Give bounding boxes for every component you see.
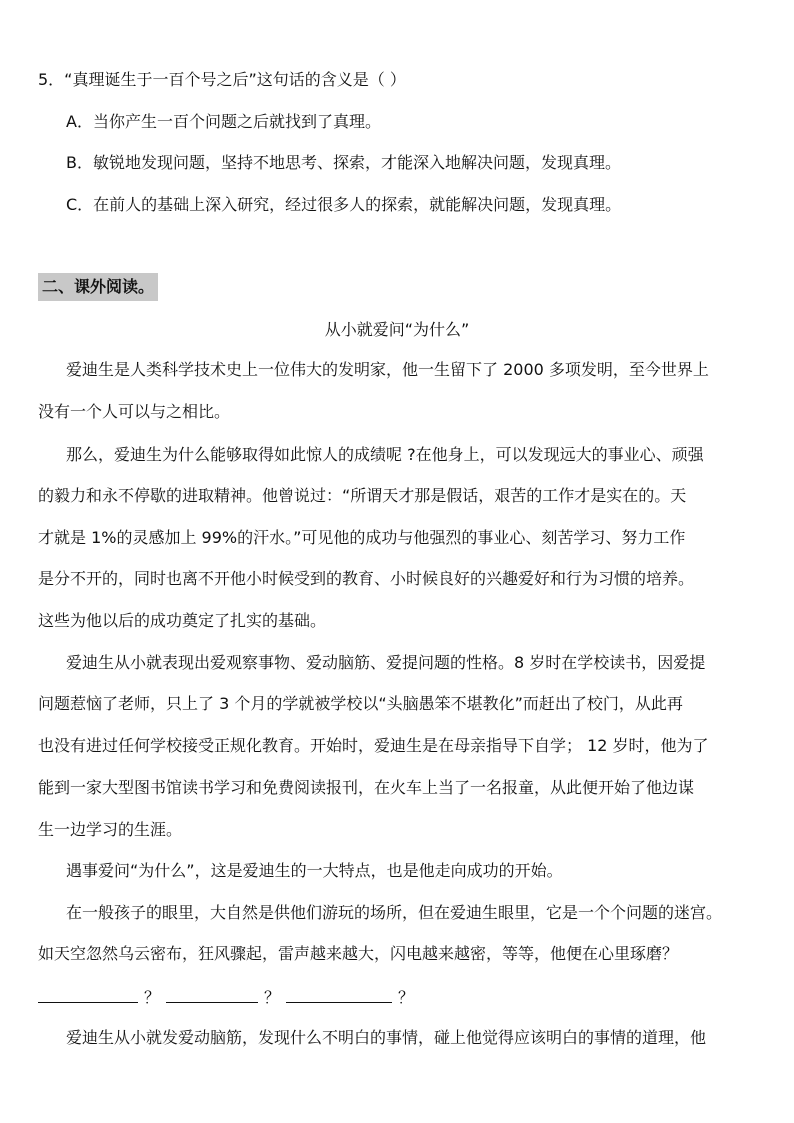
paragraph-line: 爱迪生从小就发爱动脑筋，发现什么不明白的事情，碰上他觉得应该明白的事情的道理，他 bbox=[66, 1028, 707, 1047]
paragraph-line: 的毅力和永不停歇的进取精神。他曾说过：“所谓天才那是假话，艰苦的工作才是实在的。天 bbox=[38, 486, 687, 505]
option-a: A．当你产生一百个问题之后就找到了真理。 bbox=[66, 112, 381, 131]
option-b: B．敏锐地发现问题，坚持不地思考、探索，才能深入地解决问题，发现真理。 bbox=[66, 153, 621, 172]
paragraph-line: 在一般孩子的眼里，大自然是供他们游玩的场所，但在爱迪生眼里，它是一个个问题的迷宫。 bbox=[66, 903, 723, 922]
answer-blank-2[interactable] bbox=[166, 984, 258, 1003]
paragraph-line: 爱迪生从小就表现出爱观察事物、爱动脑筋、爱提问题的性格。8 岁时在学校读书，因爱提 bbox=[66, 653, 706, 672]
option-c: C．在前人的基础上深入研究，经过很多人的探索，就能解决问题，发现真理。 bbox=[66, 195, 622, 214]
question-mark: ？ bbox=[264, 988, 281, 1007]
paragraph-line: 生一边学习的生涯。 bbox=[38, 820, 183, 839]
paragraph-line: 遇事爱问“为什么”，这是爱迪生的一大特点，也是他走向成功的开始。 bbox=[66, 861, 563, 880]
answer-blank-3[interactable] bbox=[286, 984, 392, 1003]
article-title: 从小就爱问“为什么” bbox=[324, 320, 470, 339]
fill-in-blanks-line bbox=[38, 984, 756, 1010]
paragraph-line: 没有一个人可以与之相比。 bbox=[38, 402, 231, 421]
paragraph-line: 那么，爱迪生为什么能够取得如此惊人的成绩呢 ?在他身上，可以发现远大的事业心、顽强 bbox=[66, 445, 704, 464]
paragraph-line: 问题惹恼了老师，只上了 3 个月的学就被学校以“头脑愚笨不堪教化”而赶出了校门，从此再 bbox=[38, 694, 683, 713]
answer-blank-1[interactable] bbox=[38, 984, 138, 1003]
paragraph-line: 才就是 1%的灵感加上 99%的汗水。”可见他的成功与他强烈的事业心、刻苦学习、努力工作 bbox=[38, 528, 686, 547]
paragraph-line: 也没有进过任何学校接受正规化教育。开始时，爱迪生是在母亲指导下自学； 12 岁时，他为了 bbox=[38, 736, 709, 755]
paragraph-line: 是分不开的，同时也离不开他小时候受到的教育、小时候良好的兴趣爱好和行为习惯的培养。 bbox=[38, 569, 695, 588]
paragraph-line: 如天空忽然乌云密布，狂风骤起，雷声越来越大，闪电越来越密，等等，他便在心里琢磨？ bbox=[38, 944, 679, 963]
question-5-stem: 5．“真理诞生于一百个号之后”这句话的含义是（ ） bbox=[38, 70, 406, 89]
paragraph-line: 能到一家大型图书馆读书学习和免费阅读报刊，在火车上当了一名报童，从此便开始了他边谋 bbox=[38, 778, 695, 797]
question-mark: ？ bbox=[398, 988, 415, 1007]
paragraph-line: 爱迪生是人类科学技术史上一位伟大的发明家，他一生留下了 2000 多项发明，至今世界上 bbox=[66, 360, 709, 379]
question-mark: ？ bbox=[144, 988, 161, 1007]
paragraph-line: 这些为他以后的成功奠定了扎实的基础。 bbox=[38, 611, 327, 630]
section-title: 二、课外阅读。 bbox=[38, 273, 158, 301]
